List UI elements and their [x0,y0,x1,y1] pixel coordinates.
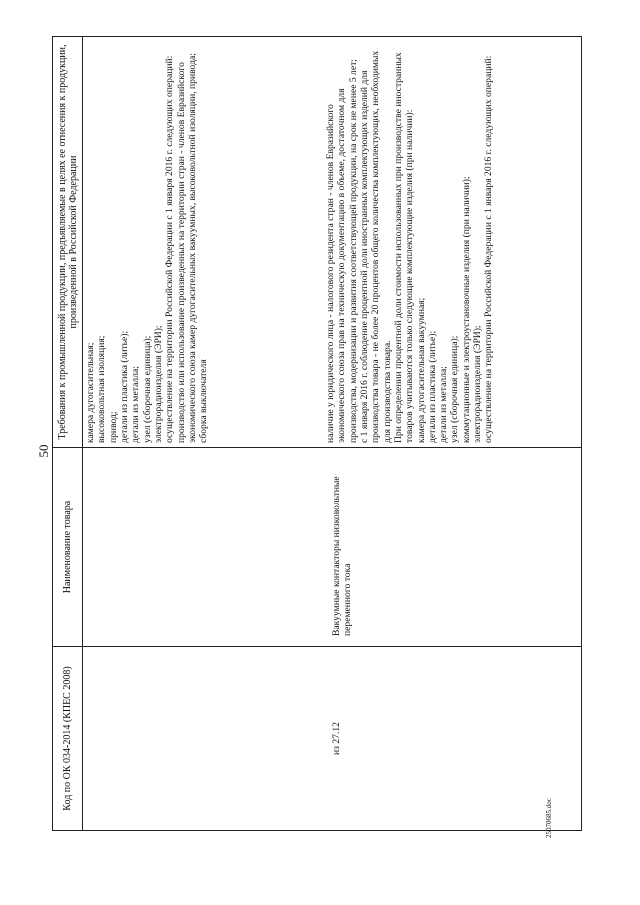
footer-file-reference: 25070685.doc [545,798,553,838]
requirement-line: коммутационные и электроустановочные изделия (при наличии); [460,176,472,443]
requirement-line: привод; [107,411,119,443]
requirement-line: детали из металла; [438,366,450,443]
requirement-line: детали из пластика (литье); [118,330,130,443]
requirement-line: электрорадиоизделия (ЭРИ); [472,325,484,443]
name-cell: Вакуумные контакторы низковольтные переменного тока [323,448,582,647]
requirement-line: наличие у юридического лица - налогового резидента стран - членов Евразийского экономического союза прав на техническую документацию в объеме, достаточном для производства, модернизации и развития соответствующей продукции, на срок не менее 5 лет; [325,59,359,443]
table-header-row [53,37,83,831]
table-row [323,37,582,831]
requirement-line: высоковольтная изоляция; [96,335,108,443]
requirement-line: детали из металла; [130,366,142,443]
requirement-line: узел (сборочная единица); [141,335,153,443]
requirement-line: производство или использование произведенных на территории стран - членов Евразийского экономического союза камер дугогасительных вакуумных, высоковольтной изоляции, привода; [175,53,198,443]
header-name: Наименование товара [53,448,83,647]
rotated-document [52,36,582,831]
header-code: Код по ОК 034-2014 (КПЕС 2008) [53,647,83,831]
requirements-cell [323,37,582,448]
page-number: 50 [36,444,51,458]
table-row [83,37,324,831]
name-cell [83,448,324,647]
requirement-line: При определении процентной доли стоимости использованных при производстве иностранных товаров учитываются только следующие комплектующие изделия (при наличии): [392,52,416,443]
requirement-line: камера дугогасительная вакуумная; [415,297,427,443]
requirement-line: с 1 января 2016 г. соблюдение процентной доли иностранных комплектующих изделий для производства товара - не более 20 процентов общего количества комплектующих, необходимых для производства товара. [358,50,393,443]
requirement-line: детали из пластика (литье); [426,330,438,443]
code-cell: из 27.12 [323,647,582,831]
code-cell [83,647,324,831]
requirement-line: сборка выключателя [198,359,210,443]
requirement-line: осуществление на территории Российской Федерации с 1 января 2016 г. следующих операций: [164,55,176,443]
requirement-line: осуществление на территории Российской Федерации с 1 января 2016 г. следующих операций: [483,55,495,443]
requirement-line: электрорадиоизделия (ЭРИ); [152,325,164,443]
requirement-line: камера дугогасительная; [85,342,96,443]
requirement-line: узел (сборочная единица); [449,335,461,443]
requirements-cell [83,37,324,448]
requirements-table [52,36,582,831]
header-requirements: Требования к промышленной продукции, предъявляемые в целях ее отнесения к продукции, произведенной в Российской Федерации [53,37,83,448]
